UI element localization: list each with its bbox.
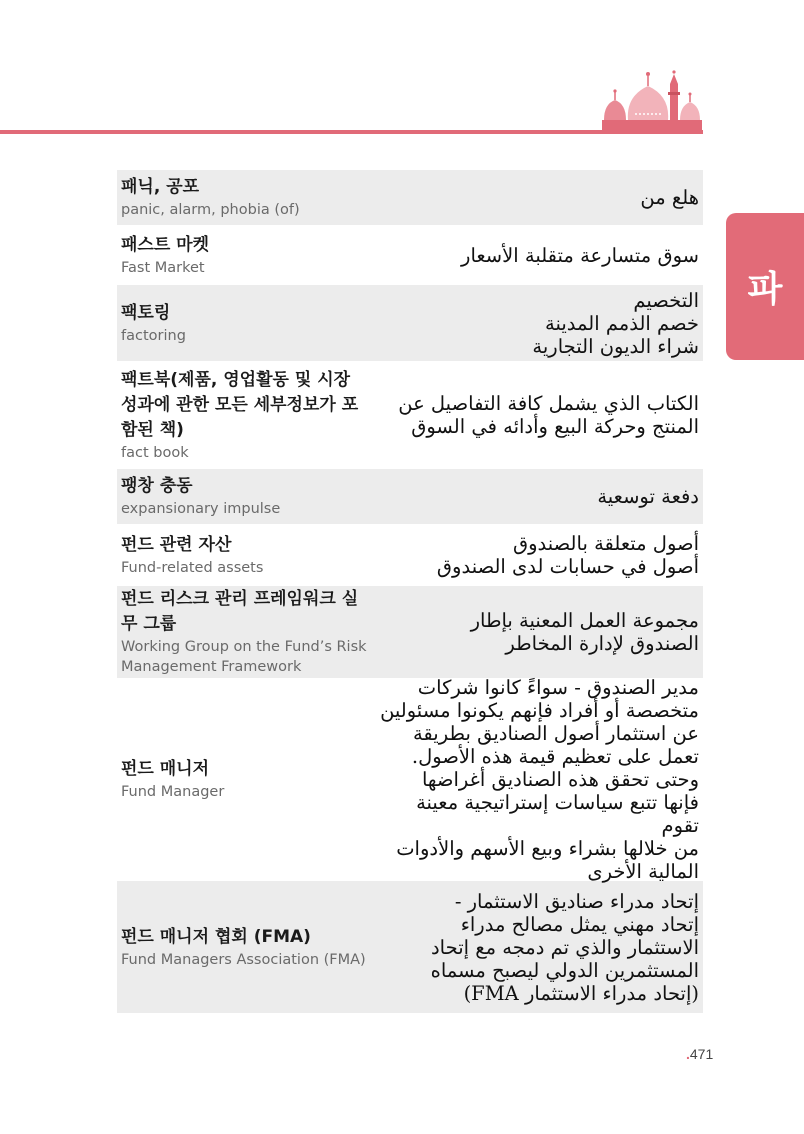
arabic-line: الاستثمار والذي تم دمجه مع إتحاد [430,935,699,959]
arabic-translation [371,676,699,883]
arabic-line: الكتاب الذي يشمل كافة التفاصيل عن [398,392,699,415]
arabic-line: مجموعة العمل المعنية بإطار [470,609,699,632]
glossary-row [117,170,703,225]
page-number-value: 471 [689,1046,714,1062]
arabic-translation [371,289,699,358]
term-cell [121,301,371,346]
arabic-line: المستثمرين الدولي ليصبح مسماه [430,958,699,982]
english-term: Fund Managers Association (FMA) [121,951,366,968]
arabic-line: إتحاد مهني يمثل مصالح مدراء [460,912,699,936]
arabic-line: التخصيم [633,288,699,312]
arabic-line: متخصصة أو أفراد فإنهم يكونوا مسئولين [380,699,699,722]
arabic-line: خصم الذمم المدينة [545,311,699,335]
english-term: panic, alarm, phobia (of) [121,202,300,218]
english-term: Fund Manager [121,784,225,800]
arabic-translation [371,609,699,655]
english-term: Fund-related assets [121,559,264,576]
arabic-line: أصول متعلقة بالصندوق [512,532,699,555]
term-cell [121,233,371,278]
term-cell [121,474,371,519]
korean-term: 펀드 관련 자산 [121,534,232,555]
korean-term: 펀드 리스크 관리 프레임워크 실무 그룹 [121,589,359,634]
term-cell [121,533,371,578]
arabic-translation [371,244,699,267]
arabic-line: من خلالها بشراء وبيع الأسهم والأدوات [396,837,699,860]
section-tab: 파 [726,213,804,360]
arabic-line: تعمل على تعظيم قيمة هذه الأصول. [411,745,699,768]
korean-term: 펀드 매니저 협회 (FMA) [121,926,311,947]
english-term: factoring [121,327,186,344]
korean-term: 팩토링 [121,302,171,323]
arabic-line: مدير الصندوق - سواءً كانوا شركات [417,676,699,699]
arabic-translation [371,532,699,578]
arabic-line: الصندوق لإدارة المخاطر [505,632,699,655]
glossary-row [117,469,703,524]
arabic-line: أصول في حسابات لدى الصندوق [436,555,699,578]
korean-term: 펀드 매니저 [121,759,210,779]
english-term: fact book [121,444,189,461]
arabic-translation [371,890,699,1005]
term-cell [121,175,371,220]
arabic-translation [371,186,699,209]
korean-term: 팽창 충동 [121,476,193,496]
arabic-line: وحتى تحقق هذه الصناديق أغراضها [421,768,699,791]
arabic-line: المنتج وحركة البيع وأدائه في السوق [411,415,699,438]
arabic-translation [371,392,699,438]
arabic-line: عن استثمار أصول الصناديق بطريقة [412,722,699,745]
arabic-translation [371,485,699,508]
term-cell [121,925,371,970]
arabic-line: سوق متسارعة متقلبة الأسعار [461,243,699,267]
english-term: Working Group on the Fund’s Risk Management Framework [121,639,367,675]
term-cell [121,368,371,463]
term-cell [121,757,371,802]
glossary-row [117,365,703,465]
arabic-line: فإنها تتبع سياسات إستراتيجية معينة تقوم [416,791,699,837]
arabic-line: هلع من [640,186,699,209]
korean-term: 팩트북(제품, 영업활동 및 시장 성과에 관한 모든 세부정보가 포함된 책) [121,369,359,440]
mosque-icon [600,64,704,132]
glossary-row [117,586,703,678]
arabic-line: المالية الأخرى [587,860,699,883]
english-term: expansionary impulse [121,501,281,517]
korean-term: 패닉, 공포 [121,177,200,197]
glossary-row [117,229,703,281]
glossary-table [117,170,703,1017]
korean-term: 패스트 마켓 [121,234,210,255]
glossary-row [117,676,703,883]
arabic-line: إتحاد مدراء صناديق الاستثمار - [454,889,699,913]
glossary-row [117,881,703,1013]
arabic-line: (إتحاد مدراء الاستثمار FMA) [463,981,699,1005]
header-rule [0,130,703,134]
page-number: .471 [686,1046,714,1062]
english-term: Fast Market [121,259,205,276]
arabic-line: دفعة توسعية [597,485,699,508]
glossary-row [117,285,703,361]
arabic-line: شراء الديون التجارية [532,334,699,358]
glossary-row [117,528,703,582]
term-cell [121,587,371,677]
